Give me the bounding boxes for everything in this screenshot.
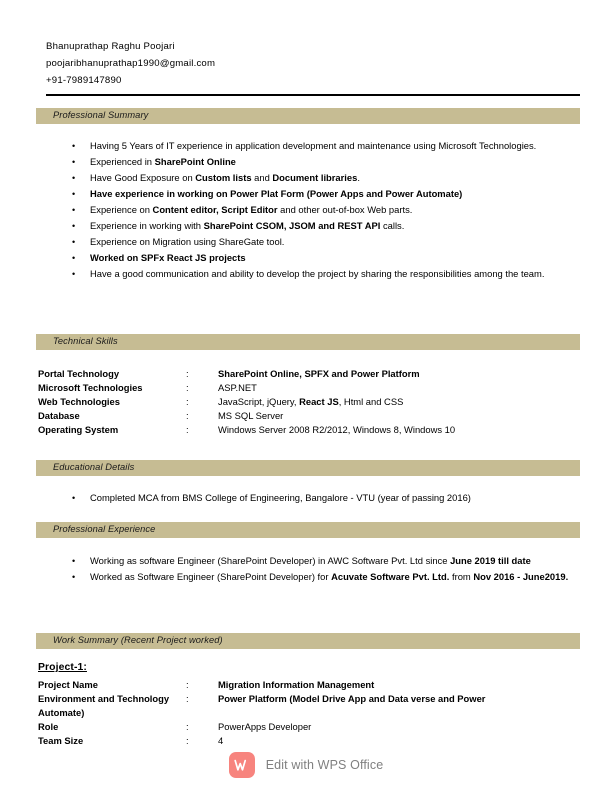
bullet-text	[90, 188, 462, 199]
detail-value: SharePoint Online, SPFX and Power Platform	[218, 368, 420, 379]
emphasis-text: React JS	[299, 396, 339, 407]
wps-watermark-label: Edit with WPS Office	[265, 758, 384, 772]
bullet-text	[90, 492, 471, 503]
detail-row	[38, 395, 580, 409]
detail-separator: :	[186, 382, 189, 393]
bullet-item	[68, 186, 576, 202]
header-divider-rule	[46, 94, 580, 96]
body-text: Having 5 Years of IT experience in application development and maintenance using Microsoft Technologies.	[90, 140, 537, 151]
detail-label: Role	[38, 721, 59, 732]
bullet-point-icon: •	[72, 141, 76, 151]
body-text: Have a good communication and ability to develop the project by sharing the responsibilities among the team.	[90, 268, 545, 279]
body-text: .	[357, 172, 360, 183]
detail-label: Team Size	[38, 735, 84, 746]
body-text: Worked as Software Engineer (SharePoint Developer) for	[90, 571, 332, 582]
body-text: Have Good Exposure on	[90, 172, 196, 183]
bullet-point-icon: •	[72, 556, 76, 566]
body-text: Experience on Migration using ShareGate tool.	[90, 236, 285, 247]
detail-label: Project Name	[38, 679, 98, 690]
educational-details-list	[68, 490, 576, 506]
section-band-work-summary	[36, 633, 580, 649]
bullet-item	[68, 170, 576, 186]
emphasis-text: Document libraries	[272, 172, 358, 183]
candidate-phone: +91-7989147890	[46, 75, 122, 86]
detail-value: Windows Server 2008 R2/2012, Windows 8, Windows 10	[218, 424, 456, 435]
section-title-technical-skills: Technical Skills	[53, 336, 118, 346]
bullet-text	[90, 220, 404, 231]
body-text: and other out-of-box Web parts.	[277, 204, 413, 215]
bullet-point-icon: •	[72, 493, 76, 503]
section-title-work-summary: Work Summary (Recent Project worked)	[53, 635, 223, 645]
section-title-educational-details: Educational Details	[53, 462, 135, 472]
section-band-professional-experience	[36, 522, 580, 538]
body-text: Experienced in	[90, 156, 155, 167]
bullet-point-icon: •	[72, 157, 76, 167]
bullet-text	[90, 172, 360, 183]
section-title-professional-summary: Professional Summary	[53, 110, 149, 120]
bullet-point-icon: •	[72, 189, 76, 199]
body-text: Completed MCA from BMS College of Engineering, Bangalore - VTU (year of passing 2016)	[90, 492, 471, 503]
emphasis-text: Custom lists	[195, 172, 252, 183]
bullet-point-icon: •	[72, 173, 76, 183]
bullet-point-icon: •	[72, 269, 76, 279]
bullet-item	[68, 138, 576, 154]
bullet-item	[68, 553, 576, 569]
detail-value	[218, 395, 580, 409]
detail-label: Environment and Technology Automate)	[38, 693, 170, 718]
bullet-item	[68, 250, 576, 266]
bullet-text	[90, 252, 246, 263]
detail-row	[38, 409, 580, 423]
bullet-text	[90, 140, 536, 151]
emphasis-text: Worked on SPFx React JS projects	[90, 252, 246, 263]
detail-row	[38, 692, 580, 720]
body-text: calls.	[380, 220, 405, 231]
body-text: and	[251, 172, 273, 183]
detail-label: Microsoft Technologies	[38, 382, 143, 393]
detail-separator: :	[186, 396, 189, 407]
professional-experience-list	[68, 553, 576, 585]
project-heading: Project-1:	[38, 662, 87, 673]
section-band-professional-summary	[36, 108, 580, 124]
body-text: , Html and CSS	[338, 396, 404, 407]
bullet-text	[90, 204, 412, 215]
detail-separator: :	[186, 735, 189, 746]
bullet-text	[90, 156, 236, 167]
emphasis-text: Have experience in working on Power Plat Form (Power Apps and Power Automate)	[90, 188, 463, 199]
bullet-point-icon: •	[72, 237, 76, 247]
detail-row	[38, 734, 580, 748]
detail-separator: :	[186, 424, 189, 435]
emphasis-text: SharePoint Online	[154, 156, 236, 167]
bullet-item	[68, 218, 576, 234]
professional-summary-list	[68, 138, 576, 282]
bullet-text	[90, 555, 531, 566]
bullet-item	[68, 490, 576, 506]
detail-row	[38, 367, 580, 381]
detail-value: 4	[218, 735, 224, 746]
body-text: Working as software Engineer (SharePoint Developer) in AWC Software Pvt. Ltd since	[90, 555, 451, 566]
detail-row	[38, 720, 580, 734]
wps-watermark[interactable]	[0, 752, 612, 778]
detail-value: MS SQL Server	[218, 410, 284, 421]
bullet-item	[68, 266, 576, 282]
detail-row	[38, 381, 580, 395]
section-title-professional-experience: Professional Experience	[53, 524, 156, 534]
contact-header	[46, 38, 580, 89]
body-text: Experience on	[90, 204, 153, 215]
detail-separator: :	[186, 410, 189, 421]
detail-row	[38, 423, 580, 437]
detail-label: Web Technologies	[38, 396, 120, 407]
project-details-table	[38, 678, 580, 748]
bullet-text	[90, 571, 568, 582]
emphasis-text: SharePoint CSOM, JSOM and REST API	[203, 220, 381, 231]
detail-separator: :	[186, 679, 189, 690]
bullet-point-icon: •	[72, 205, 76, 215]
emphasis-text: Nov 2016 - June2019.	[473, 571, 569, 582]
emphasis-text: June 2019 till date	[450, 555, 531, 566]
detail-label: Operating System	[38, 424, 119, 435]
detail-value: Migration Information Management	[218, 679, 375, 690]
bullet-point-icon: •	[72, 572, 76, 582]
body-text: JavaScript, jQuery,	[218, 396, 300, 407]
technical-skills-table	[38, 367, 580, 437]
detail-separator: :	[186, 693, 189, 704]
section-band-technical-skills	[36, 334, 580, 350]
emphasis-text: Content editor, Script Editor	[152, 204, 278, 215]
body-text: from	[449, 571, 474, 582]
bullet-item	[68, 154, 576, 170]
emphasis-text: Acuvate Software Pvt. Ltd.	[331, 571, 450, 582]
section-band-educational-details	[36, 460, 580, 476]
bullet-text	[90, 268, 544, 279]
candidate-email: poojaribhanuprathap1990@gmail.com	[46, 58, 216, 69]
bullet-point-icon: •	[72, 221, 76, 231]
bullet-point-icon: •	[72, 253, 76, 263]
detail-separator: :	[186, 368, 189, 379]
bullet-item	[68, 569, 576, 585]
bullet-text	[90, 236, 284, 247]
detail-value: Power Platform (Model Drive App and Data verse and Power	[218, 693, 486, 704]
bullet-item	[68, 202, 576, 218]
candidate-name: Bhanuprathap Raghu Poojari	[46, 41, 175, 52]
detail-label: Database	[38, 410, 80, 421]
detail-value: PowerApps Developer	[218, 721, 312, 732]
bullet-item	[68, 234, 576, 250]
wps-office-icon	[229, 752, 255, 778]
detail-row	[38, 678, 580, 692]
detail-label: Portal Technology	[38, 368, 120, 379]
detail-separator: :	[186, 721, 189, 732]
body-text: Experience in working with	[90, 220, 204, 231]
detail-value: ASP.NET	[218, 382, 257, 393]
